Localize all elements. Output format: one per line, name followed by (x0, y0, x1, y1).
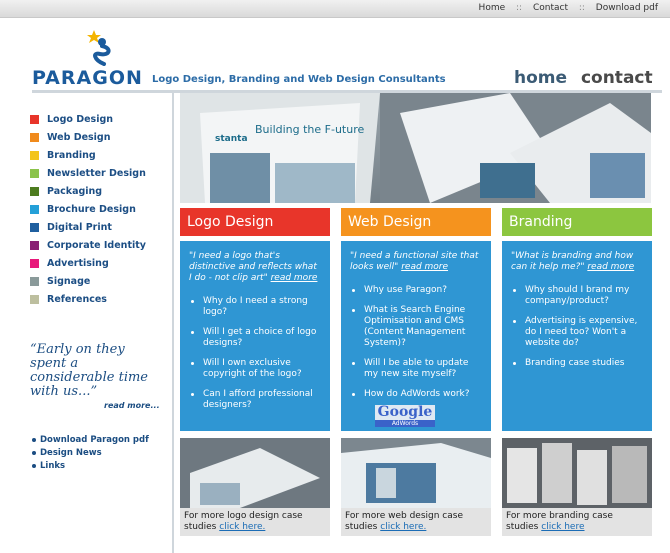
quote-text: "I need a logo that's distinctive and reflects what I do - not clip art" (189, 251, 317, 283)
color-square-icon (30, 205, 39, 214)
color-square-icon (30, 277, 39, 286)
badge-sub: AdWords (375, 420, 435, 427)
column-quote (511, 251, 644, 273)
column-quote (189, 251, 322, 284)
column-info-box (502, 241, 652, 431)
faq-item[interactable]: Why do I need a strong logo? (189, 296, 322, 318)
banner-text: Building the F-uture (255, 123, 365, 136)
header-nav (514, 68, 653, 88)
sidebar-item-label: Newsletter Design (47, 167, 146, 179)
column-info-box (341, 241, 491, 431)
case-study-thumbnail (502, 438, 652, 508)
star-figure-icon (84, 30, 114, 66)
sidebar-divider (172, 93, 174, 553)
footer-text: For more web design case studies (345, 511, 463, 532)
read-more-link[interactable]: read more (401, 262, 449, 272)
faq-item[interactable]: Why should I brand my company/product? (511, 285, 644, 307)
footer-text: For more logo design case studies (184, 511, 303, 532)
faq-item[interactable]: Can I afford professional designers? (189, 389, 322, 411)
hero-banner-image (180, 93, 651, 203)
nav-contact[interactable]: contact (580, 68, 653, 88)
faq-list (189, 296, 322, 411)
column-title[interactable]: Branding (502, 208, 652, 236)
faq-item[interactable]: Advertising is expensive, do I need too? Won't a website do? (511, 316, 644, 349)
sidebar-item-packaging[interactable] (30, 182, 170, 200)
quote-text: "What is branding and how can it help me?" (511, 251, 634, 272)
faq-item[interactable]: How do AdWords work? (350, 389, 483, 400)
design-news-link[interactable] (32, 446, 149, 459)
sidebar-item-corporate-identity[interactable] (30, 236, 170, 254)
top-contact-link[interactable]: Contact (532, 3, 568, 13)
read-more-link[interactable]: read more (270, 273, 318, 283)
column-title[interactable]: Web Design (341, 208, 491, 236)
sidebar-links (32, 433, 149, 472)
sidebar-item-logo-design[interactable] (30, 110, 170, 128)
separator: :: (516, 3, 523, 13)
top-links (475, 3, 662, 13)
separator: :: (578, 3, 585, 13)
faq-item[interactable]: Will I get a choice of logo designs? (189, 327, 322, 349)
logo-design-column (180, 208, 330, 536)
testimonial-read-more[interactable]: read more... (104, 401, 160, 410)
case-study-thumbnail (180, 438, 330, 508)
nav-home[interactable]: home (514, 68, 568, 88)
testimonial-quote: “Early on they spent a considerable time with us...” (30, 342, 148, 399)
faq-list (511, 285, 644, 369)
sidebar-item-label: Logo Design (47, 113, 114, 125)
column-quote (350, 251, 483, 273)
color-square-icon (30, 223, 39, 232)
read-more-link[interactable]: read more (587, 262, 635, 272)
color-square-icon (30, 187, 39, 196)
download-pdf-link[interactable] (32, 433, 149, 446)
sidebar-item-advertising[interactable] (30, 254, 170, 272)
faq-item[interactable]: Why use Paragon? (350, 285, 483, 296)
case-study-footer (180, 508, 330, 536)
color-square-icon (30, 151, 39, 160)
web-design-column (341, 208, 491, 536)
column-title[interactable]: Logo Design (180, 208, 330, 236)
google-adwords-badge[interactable] (375, 405, 435, 427)
sidebar-nav (30, 110, 170, 308)
click-here-link[interactable]: click here (541, 522, 585, 532)
case-study-footer (502, 508, 652, 536)
sidebar-item-label: Corporate Identity (47, 239, 146, 251)
sidebar-item-label: Digital Print (47, 221, 112, 233)
quote-text: "I need a functional site that looks well" (350, 251, 479, 272)
click-here-link[interactable]: click here. (380, 522, 427, 532)
sidebar-item-digital-print[interactable] (30, 218, 170, 236)
sidebar-item-references[interactable] (30, 290, 170, 308)
faq-list (350, 285, 483, 400)
top-bar (0, 0, 670, 18)
bullet-icon (32, 464, 36, 468)
bullet-icon (32, 451, 36, 455)
brand-wordmark: PARAGON (32, 67, 143, 89)
sidebar-item-label: Branding (47, 149, 96, 161)
sidebar-item-brochure-design[interactable] (30, 200, 170, 218)
badge-text: Google (377, 404, 433, 420)
sidebar-item-label: Brochure Design (47, 203, 136, 215)
link-label: Links (40, 460, 66, 471)
brand-tagline: Logo Design, Branding and Web Design Consultants (152, 74, 446, 85)
links-link[interactable] (32, 459, 149, 472)
sidebar-item-label: Packaging (47, 185, 103, 197)
color-square-icon (30, 115, 39, 124)
top-download-link[interactable]: Download pdf (595, 3, 658, 13)
click-here-link[interactable]: click here. (219, 522, 266, 532)
faq-item[interactable]: Branding case studies (511, 358, 644, 369)
case-study-thumbnail (341, 438, 491, 508)
sidebar-item-label: Signage (47, 275, 91, 287)
faq-item[interactable]: Will I own exclusive copyright of the logo? (189, 358, 322, 380)
sidebar-item-label: References (47, 293, 107, 305)
top-home-link[interactable]: Home (478, 3, 506, 13)
sidebar-item-label: Advertising (47, 257, 109, 269)
sidebar-item-signage[interactable] (30, 272, 170, 290)
sidebar-item-newsletter-design[interactable] (30, 164, 170, 182)
case-study-footer (341, 508, 491, 536)
sidebar-item-label: Web Design (47, 131, 111, 143)
footer-text: For more branding case studies (506, 511, 613, 532)
link-label: Design News (40, 447, 102, 458)
column-info-box (180, 241, 330, 431)
color-square-icon (30, 241, 39, 250)
color-square-icon (30, 133, 39, 142)
faq-item[interactable]: What is Search Engine Optimisation and CMS (Content Management System)? (350, 305, 483, 349)
link-label: Download Paragon pdf (40, 434, 149, 445)
sidebar-item-branding[interactable] (30, 146, 170, 164)
color-square-icon (30, 169, 39, 178)
color-square-icon (30, 295, 39, 304)
branding-column (502, 208, 652, 536)
color-square-icon (30, 259, 39, 268)
faq-item[interactable]: Will I be able to update my new site myself? (350, 358, 483, 380)
bullet-icon (32, 438, 36, 442)
sidebar-item-web-design[interactable] (30, 128, 170, 146)
svg-text:stanta: stanta (215, 134, 248, 144)
brochure-photo (180, 93, 651, 203)
